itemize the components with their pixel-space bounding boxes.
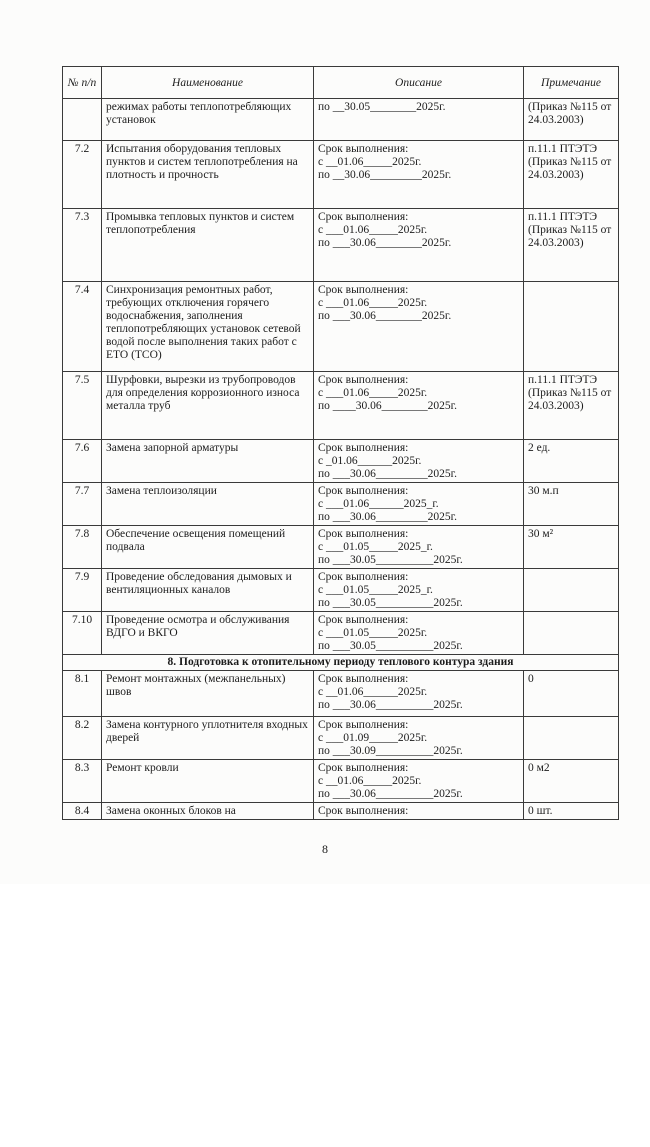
table-row	[63, 671, 619, 717]
description-line: по ____30.06________2025г.	[318, 400, 457, 412]
description-line: Срок выполнения:	[318, 442, 409, 454]
row-note	[524, 612, 619, 655]
description-line: Срок выполнения:	[318, 528, 409, 540]
description-line: Срок выполнения:	[318, 485, 409, 497]
description-line: с ___01.05_____2025г.	[318, 627, 428, 639]
row-number: 7.10	[63, 612, 102, 655]
description-line: Срок выполнения:	[318, 374, 409, 386]
row-note: 0	[524, 671, 619, 717]
row-name: Обеспечение освещения помещений подвала	[102, 526, 314, 569]
row-description	[314, 483, 524, 526]
row-name: Шурфовки, вырезки из трубопроводов для определения коррозионного износа металла труб	[102, 372, 314, 440]
description-line: с _01.06______2025г.	[318, 455, 422, 467]
section-7-rows	[63, 99, 619, 655]
description-line: по ___30.06__________2025г.	[318, 788, 463, 800]
header-num: № п/п	[63, 67, 102, 99]
table-row	[63, 372, 619, 440]
row-note	[524, 282, 619, 372]
row-number: 7.4	[63, 282, 102, 372]
row-number: 8.3	[63, 760, 102, 803]
header-note: Примечание	[524, 67, 619, 99]
table-row	[63, 760, 619, 803]
row-note: п.11.1 ПТЭТЭ (Приказ №115 от 24.03.2003)	[524, 141, 619, 209]
row-description	[314, 760, 524, 803]
table-row	[63, 612, 619, 655]
row-description	[314, 569, 524, 612]
row-name: Замена теплоизоляции	[102, 483, 314, 526]
row-description	[314, 372, 524, 440]
description-line: с __01.06_____2025г.	[318, 156, 422, 168]
row-note: п.11.1 ПТЭТЭ (Приказ №115 от 24.03.2003)	[524, 209, 619, 282]
description-line: по __30.05________2025г.	[318, 101, 446, 113]
row-note: 30 м²	[524, 526, 619, 569]
description-line: Срок выполнения:	[318, 673, 409, 685]
row-number: 7.2	[63, 141, 102, 209]
header-name: Наименование	[102, 67, 314, 99]
row-description	[314, 671, 524, 717]
description-line: Срок выполнения:	[318, 719, 409, 731]
table-row	[63, 803, 619, 820]
section-8-rows	[63, 671, 619, 820]
row-name: Замена запорной арматуры	[102, 440, 314, 483]
description-line: с __01.06______2025г.	[318, 686, 428, 698]
table-row	[63, 141, 619, 209]
table-row	[63, 209, 619, 282]
row-name: Проведение обследования дымовых и вентиляционных каналов	[102, 569, 314, 612]
row-name: Ремонт кровли	[102, 760, 314, 803]
section-8	[63, 655, 619, 671]
row-note: 30 м.п	[524, 483, 619, 526]
description-line: с ___01.06______2025_г.	[318, 498, 439, 510]
row-note: (Приказ №115 от 24.03.2003)	[524, 99, 619, 141]
description-line: по ___30.05__________2025г.	[318, 640, 463, 652]
description-line: с ___01.06_____2025г.	[318, 224, 428, 236]
table-row	[63, 526, 619, 569]
row-name: режимах работы теплопотребляющих установок	[102, 99, 314, 141]
row-description	[314, 440, 524, 483]
row-number: 7.8	[63, 526, 102, 569]
description-line: Срок выполнения:	[318, 143, 409, 155]
row-description	[314, 526, 524, 569]
row-note	[524, 717, 619, 760]
description-line: по ___30.06________2025г.	[318, 237, 452, 249]
table-row	[63, 440, 619, 483]
row-number: 8.1	[63, 671, 102, 717]
description-line: по ___30.06_________2025г.	[318, 468, 457, 480]
table-row	[63, 282, 619, 372]
description-line: по ___30.09__________2025г.	[318, 745, 463, 757]
table-header-row	[63, 67, 619, 99]
table-row	[63, 99, 619, 141]
row-description	[314, 282, 524, 372]
row-number: 7.9	[63, 569, 102, 612]
row-name: Синхронизация ремонтных работ, требующих отключения горячего водоснабжения, заполнения теплопотребляющих установок сетевой водой после выполнения таких работ с ЕТО (ТСО)	[102, 282, 314, 372]
row-note: 0 шт.	[524, 803, 619, 820]
description-line: по ___30.05__________2025г.	[318, 597, 463, 609]
row-name: Замена контурного уплотнителя входных дверей	[102, 717, 314, 760]
row-description	[314, 99, 524, 141]
row-note: 0 м2	[524, 760, 619, 803]
row-number: 7.3	[63, 209, 102, 282]
page-number: 8	[322, 842, 328, 856]
description-line: Срок выполнения:	[318, 805, 409, 817]
header-desc: Описание	[314, 67, 524, 99]
description-line: по __30.06_________2025г.	[318, 169, 452, 181]
row-description	[314, 209, 524, 282]
row-name: Испытания оборудования тепловых пунктов и систем теплопотребления на плотность и прочность	[102, 141, 314, 209]
description-line: с __01.06_____2025г.	[318, 775, 422, 787]
row-number: 7.7	[63, 483, 102, 526]
row-name: Проведение осмотра и обслуживания ВДГО и ВКГО	[102, 612, 314, 655]
table-row	[63, 569, 619, 612]
row-name: Замена оконных блоков на	[102, 803, 314, 820]
row-number: 7.6	[63, 440, 102, 483]
row-name: Ремонт монтажных (межпанельных) швов	[102, 671, 314, 717]
section-heading-row	[63, 655, 619, 671]
description-line: по ___30.05__________2025г.	[318, 554, 463, 566]
description-line: с ___01.05_____2025_г.	[318, 541, 433, 553]
row-description	[314, 141, 524, 209]
row-description	[314, 803, 524, 820]
description-line: с ___01.09_____2025г.	[318, 732, 428, 744]
description-line: по ___30.06________2025г.	[318, 310, 452, 322]
description-line: с ___01.06_____2025г.	[318, 297, 428, 309]
description-line: Срок выполнения:	[318, 614, 409, 626]
row-description	[314, 612, 524, 655]
section-heading: 8. Подготовка к отопительному периоду теплового контура здания	[63, 655, 619, 671]
row-number	[63, 99, 102, 141]
description-line: по ___30.06__________2025г.	[318, 699, 463, 711]
description-line: Срок выполнения:	[318, 211, 409, 223]
description-line: Срок выполнения:	[318, 284, 409, 296]
description-line: по ___30.06_________2025г.	[318, 511, 457, 523]
description-line: Срок выполнения:	[318, 571, 409, 583]
row-note: п.11.1 ПТЭТЭ (Приказ №115 от 24.03.2003)	[524, 372, 619, 440]
description-line: с ___01.06_____2025г.	[318, 387, 428, 399]
row-number: 8.4	[63, 803, 102, 820]
row-number: 8.2	[63, 717, 102, 760]
row-name: Промывка тепловых пунктов и систем теплопотребления	[102, 209, 314, 282]
row-number: 7.5	[63, 372, 102, 440]
work-plan-table	[62, 66, 619, 820]
table-row	[63, 717, 619, 760]
row-note: 2 ед.	[524, 440, 619, 483]
row-description	[314, 717, 524, 760]
row-note	[524, 569, 619, 612]
description-line: Срок выполнения:	[318, 762, 409, 774]
description-line: с ___01.05_____2025_г.	[318, 584, 433, 596]
table-row	[63, 483, 619, 526]
